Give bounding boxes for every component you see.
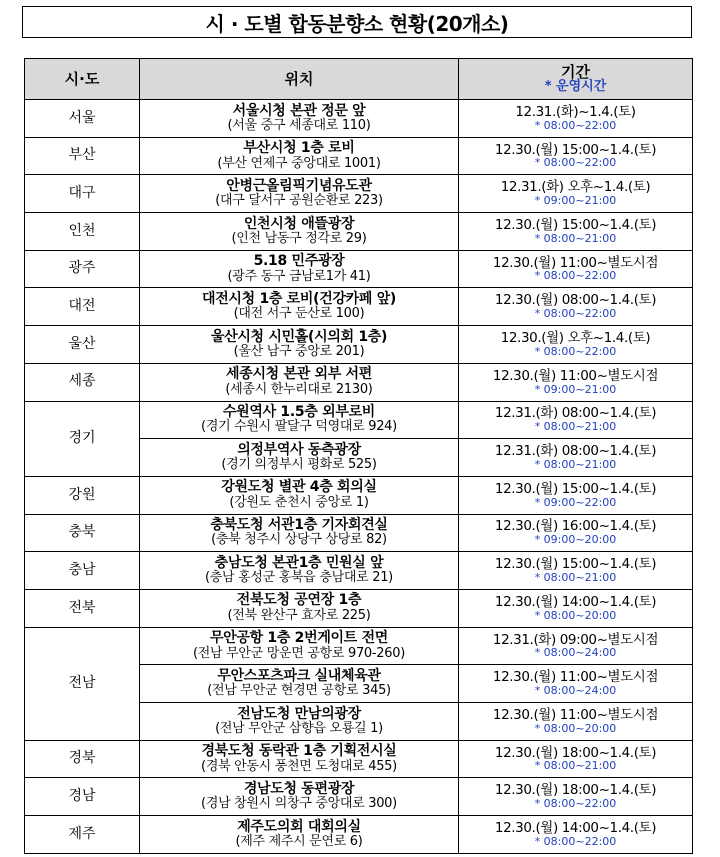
period-cell bbox=[459, 740, 693, 778]
location-name: 의정부역사 동측광장 bbox=[237, 441, 361, 458]
region-cell: 울산 bbox=[25, 326, 140, 364]
location-address: (인천 남동구 정각로 29) bbox=[231, 230, 367, 246]
location-address: (서울 중구 세종대로 110) bbox=[227, 117, 371, 133]
header-hours-label: * 운영시간 bbox=[544, 79, 607, 95]
location-address: (세종시 한누리대로 2130) bbox=[225, 381, 373, 397]
operating-hours: * 09:00~21:00 bbox=[534, 194, 617, 208]
location-cell bbox=[140, 213, 459, 251]
location-address: (경기 의정부시 평화로 525) bbox=[221, 457, 377, 473]
location-name: 전남도청 만남의광장 bbox=[237, 705, 361, 722]
location-address: (제주 제주시 문연로 6) bbox=[235, 833, 363, 849]
location-cell bbox=[140, 288, 459, 326]
location-name: 무안스포츠파크 실내체육관 bbox=[217, 667, 381, 684]
period-cell bbox=[459, 665, 693, 703]
period-cell bbox=[459, 816, 693, 854]
location-name: 수원역사 1.5층 외부로비 bbox=[222, 404, 376, 420]
period-text: 12.31.(화)~1.4.(토) bbox=[515, 103, 636, 120]
location-cell bbox=[140, 439, 459, 477]
period-cell bbox=[459, 288, 693, 326]
table-row bbox=[25, 137, 693, 175]
table-row bbox=[25, 250, 693, 288]
location-cell bbox=[140, 326, 459, 364]
table-row bbox=[25, 175, 693, 213]
location-cell bbox=[140, 816, 459, 854]
location-name: 안병근올림픽기념유도관 bbox=[226, 177, 372, 194]
location-cell bbox=[140, 401, 459, 439]
table-row bbox=[25, 514, 693, 552]
operating-hours: * 09:00~21:00 bbox=[534, 382, 617, 396]
period-text: 12.30.(월) 15:00~1.4.(토) bbox=[494, 216, 657, 233]
header-period bbox=[459, 59, 693, 100]
operating-hours: * 08:00~21:00 bbox=[534, 570, 617, 584]
period-text: 12.30.(월) 08:00~1.4.(토) bbox=[494, 292, 657, 309]
table-row bbox=[25, 100, 693, 138]
region-cell: 전북 bbox=[25, 589, 140, 627]
period-text: 12.30.(월) 11:00~별도시점 bbox=[492, 669, 659, 686]
period-text: 12.30.(월) 15:00~1.4.(토) bbox=[494, 141, 657, 158]
period-text: 12.30.(월) 15:00~1.4.(토) bbox=[494, 480, 657, 497]
header-period-label: 기간 bbox=[561, 62, 590, 81]
location-address: (강원도 춘천시 중앙로 1) bbox=[229, 494, 369, 510]
location-cell bbox=[140, 778, 459, 816]
location-cell bbox=[140, 175, 459, 213]
region-cell: 광주 bbox=[25, 250, 140, 288]
table-row bbox=[25, 816, 693, 854]
region-cell: 충북 bbox=[25, 514, 140, 552]
location-name: 제주도의회 대회의실 bbox=[237, 818, 361, 835]
location-address: (경북 안동시 풍천면 도청대로 455) bbox=[201, 758, 397, 774]
page-title: 시 · 도별 합동분향소 현황(20개소) bbox=[22, 6, 692, 38]
period-cell bbox=[459, 627, 693, 665]
period-text: 12.30.(월) 14:00~1.4.(토) bbox=[494, 819, 657, 836]
operating-hours: * 08:00~22:00 bbox=[534, 269, 617, 283]
operating-hours: * 08:00~24:00 bbox=[534, 646, 617, 660]
location-cell bbox=[140, 137, 459, 175]
period-cell bbox=[459, 401, 693, 439]
operating-hours: * 08:00~20:00 bbox=[534, 721, 617, 735]
table-row bbox=[25, 213, 693, 251]
location-cell bbox=[140, 476, 459, 514]
location-cell bbox=[140, 665, 459, 703]
operating-hours: * 08:00~24:00 bbox=[534, 684, 617, 698]
operating-hours: * 08:00~22:00 bbox=[534, 834, 617, 848]
period-text: 12.30.(월) 11:00~별도시점 bbox=[492, 367, 659, 384]
location-cell bbox=[140, 100, 459, 138]
operating-hours: * 08:00~22:00 bbox=[534, 118, 617, 132]
location-cell bbox=[140, 363, 459, 401]
operating-hours: * 08:00~20:00 bbox=[534, 608, 617, 622]
location-name: 서울시청 본관 정문 앞 bbox=[232, 102, 366, 119]
period-cell bbox=[459, 326, 693, 364]
period-cell bbox=[459, 213, 693, 251]
operating-hours: * 09:00~22:00 bbox=[534, 495, 617, 509]
region-cell: 세종 bbox=[25, 363, 140, 401]
location-name: 세종시청 본관 외부 서편 bbox=[226, 366, 372, 383]
location-address: (충북 청주시 상당구 상당로 82) bbox=[211, 532, 387, 548]
location-cell bbox=[140, 740, 459, 778]
location-address: (경기 수원시 팔달구 덕영대로 924) bbox=[201, 419, 397, 435]
location-address: (경남 창원시 의창구 중앙대로 300) bbox=[201, 796, 397, 812]
period-text: 12.30.(월) 11:00~별도시점 bbox=[492, 706, 659, 723]
location-cell bbox=[140, 552, 459, 590]
location-address: (광주 동구 금남로1가 41) bbox=[227, 268, 371, 284]
location-name: 전북도청 공연장 1층 bbox=[236, 592, 362, 609]
location-address: (대전 서구 둔산로 100) bbox=[233, 306, 365, 322]
table-header-row bbox=[25, 59, 693, 100]
period-text: 12.30.(월) 14:00~1.4.(토) bbox=[494, 593, 657, 610]
region-cell: 대전 bbox=[25, 288, 140, 326]
region-cell: 경남 bbox=[25, 778, 140, 816]
location-name: 무안공항 1층 2번게이트 전면 bbox=[209, 630, 389, 647]
location-cell bbox=[140, 627, 459, 665]
table-row bbox=[25, 288, 693, 326]
location-cell bbox=[140, 703, 459, 741]
period-cell bbox=[459, 175, 693, 213]
location-address: (대구 달서구 공원순환로 223) bbox=[215, 193, 383, 209]
operating-hours: * 08:00~21:00 bbox=[534, 420, 617, 434]
location-name: 충북도청 서관1층 기자회견실 bbox=[210, 517, 388, 534]
header-location: 위치 bbox=[140, 59, 459, 100]
region-cell: 부산 bbox=[25, 137, 140, 175]
period-cell bbox=[459, 250, 693, 288]
table-row bbox=[25, 401, 693, 439]
location-address: (울산 남구 중앙로 201) bbox=[233, 344, 365, 360]
location-address: (전남 무안군 삼향읍 오룡길 1) bbox=[215, 720, 383, 736]
operating-hours: * 08:00~21:00 bbox=[534, 457, 617, 471]
location-cell bbox=[140, 514, 459, 552]
period-cell bbox=[459, 137, 693, 175]
region-cell: 대구 bbox=[25, 175, 140, 213]
table-row bbox=[25, 552, 693, 590]
table-row bbox=[25, 740, 693, 778]
region-cell: 강원 bbox=[25, 476, 140, 514]
period-cell bbox=[459, 476, 693, 514]
location-name: 대전시청 1층 로비(건강카페 앞) bbox=[201, 290, 397, 307]
period-cell bbox=[459, 363, 693, 401]
table-row bbox=[25, 778, 693, 816]
location-cell bbox=[140, 589, 459, 627]
period-text: 12.30.(월) 16:00~1.4.(토) bbox=[494, 518, 657, 535]
period-cell bbox=[459, 552, 693, 590]
period-text: 12.30.(월) 11:00~별도시점 bbox=[492, 254, 659, 271]
table-row bbox=[25, 589, 693, 627]
header-region: 시·도 bbox=[25, 59, 140, 100]
period-cell bbox=[459, 514, 693, 552]
table-body bbox=[25, 100, 693, 854]
period-cell bbox=[459, 100, 693, 138]
location-name: 충남도청 본관1층 민원실 앞 bbox=[214, 554, 384, 571]
period-text: 12.30.(월) 18:00~1.4.(토) bbox=[494, 744, 657, 761]
region-cell: 제주 bbox=[25, 816, 140, 854]
period-cell bbox=[459, 703, 693, 741]
operating-hours: * 08:00~21:00 bbox=[534, 231, 617, 245]
period-text: 12.31.(화) 08:00~1.4.(토) bbox=[494, 443, 657, 460]
region-cell: 전남 bbox=[25, 627, 140, 740]
location-name: 5.18 민주광장 bbox=[253, 253, 345, 270]
table-row bbox=[25, 627, 693, 665]
region-cell: 경기 bbox=[25, 401, 140, 476]
period-text: 12.30.(월) 18:00~1.4.(토) bbox=[494, 782, 657, 799]
period-cell bbox=[459, 439, 693, 477]
operating-hours: * 08:00~22:00 bbox=[534, 156, 617, 170]
table-row bbox=[25, 363, 693, 401]
location-address: (전북 완산구 효자로 225) bbox=[227, 607, 371, 623]
operating-hours: * 09:00~20:00 bbox=[534, 533, 617, 547]
table-row bbox=[25, 326, 693, 364]
region-cell: 충남 bbox=[25, 552, 140, 590]
location-cell bbox=[140, 250, 459, 288]
operating-hours: * 08:00~22:00 bbox=[534, 797, 617, 811]
region-cell: 경북 bbox=[25, 740, 140, 778]
location-address: (충남 홍성군 홍북읍 충남대로 21) bbox=[205, 570, 393, 586]
period-cell bbox=[459, 778, 693, 816]
location-address: (전남 무안군 현경면 공항로 345) bbox=[207, 683, 391, 699]
location-name: 경북도청 동락관 1층 기획전시실 bbox=[201, 743, 397, 760]
operating-hours: * 08:00~22:00 bbox=[534, 344, 617, 358]
location-address: (전남 무안군 망운면 공항로 970-260) bbox=[193, 645, 405, 661]
region-cell: 인천 bbox=[25, 213, 140, 251]
location-address: (부산 연제구 중앙대로 1001) bbox=[217, 155, 381, 171]
period-text: 12.30.(월) 15:00~1.4.(토) bbox=[494, 556, 657, 573]
period-text: 12.31.(화) 오후~1.4.(토) bbox=[500, 179, 651, 196]
location-name: 인천시청 애뜰광장 bbox=[243, 215, 355, 232]
location-name: 부산시청 1층 로비 bbox=[243, 140, 355, 157]
period-text: 12.31.(화) 08:00~1.4.(토) bbox=[494, 405, 657, 422]
table-row bbox=[25, 476, 693, 514]
memorial-altar-table bbox=[24, 58, 693, 854]
period-text: 12.31.(화) 09:00~별도시점 bbox=[492, 631, 659, 648]
location-name: 울산시청 시민홀(시의회 1층) bbox=[210, 328, 388, 345]
operating-hours: * 08:00~22:00 bbox=[534, 307, 617, 321]
region-cell: 서울 bbox=[25, 100, 140, 138]
location-name: 경남도청 동편광장 bbox=[243, 780, 355, 797]
location-name: 강원도청 별관 4층 회의실 bbox=[221, 479, 377, 496]
period-cell bbox=[459, 589, 693, 627]
period-text: 12.30.(월) 오후~1.4.(토) bbox=[500, 330, 651, 346]
operating-hours: * 08:00~21:00 bbox=[534, 759, 617, 773]
